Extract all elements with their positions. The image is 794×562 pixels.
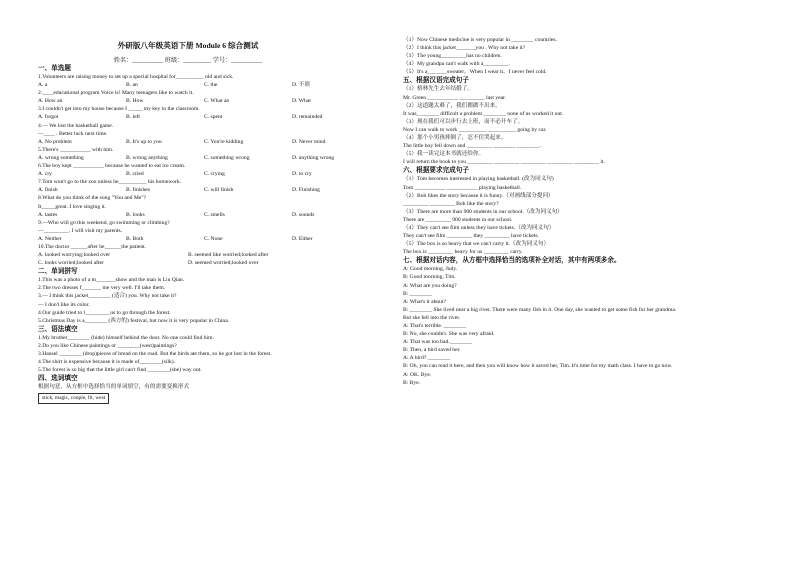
answer-option: C. None (204, 235, 223, 242)
text-line: There are _________ 900 students in our school. (403, 216, 513, 223)
text-line: B: No, she couldn't. She was very afraid. (403, 331, 495, 338)
text-line: （3）现在我们可以步行去上班，而不必开车了。 (403, 118, 524, 125)
text-line: A: OK. Bye. (403, 371, 432, 378)
student-info-line: 姓名：__________ 班级：_________ 学号：__________ (113, 57, 263, 64)
answer-option: C. You're kidding (204, 138, 244, 145)
answer-options (38, 259, 378, 267)
text-line: B: Then, a bird saved her. (403, 347, 461, 354)
text-line: （4）那个小男孩摔倒了，忍不住哭起来。 (403, 135, 507, 142)
answer-option: D. 不填 (292, 82, 311, 89)
text-line: B: Oh, you can read it here, and then you will know how it saved her, Tim. It's time for my math class. I have to go now. (403, 363, 673, 370)
text-line: （1）Tom becomes interested in playing basketball. (改为同义句) (403, 176, 554, 183)
text-line: It_____great. I love singing it. (38, 203, 107, 210)
text-line: （2）这道题太难了，我们都做不出来。 (403, 102, 501, 109)
text-line: 4.Our guide tried to l_________us to go through the forest. (38, 309, 171, 316)
answer-option: D. to cry (292, 171, 312, 178)
answer-option: D. Never mind (292, 138, 326, 145)
text-line: 2.The two dresses f_______ me very well. I'll take them. (38, 285, 166, 292)
text-line: A: What's it about? (403, 298, 447, 305)
answer-option: B. left (126, 114, 140, 121)
text-line: 7.Tom won't go to the zoo unless he__________ his homework. (38, 179, 182, 186)
section-heading: 四、选词填空 (38, 374, 78, 383)
answer-option: A. cry (38, 171, 52, 178)
answer-options (38, 211, 378, 219)
text-line: The little boy fell down and _________ ________ ________. (403, 143, 541, 150)
answer-option: A. forgot (38, 114, 59, 121)
text-line: 5.Christmas Day is a________ (西方的) festival, but now it is very popular in China. (38, 317, 230, 324)
answer-option: A. Neither (38, 235, 62, 242)
text-line: B: Bye. (403, 379, 421, 386)
answer-option: C. crying (204, 171, 225, 178)
text-line: But she fell into the river. (403, 314, 461, 321)
answer-option: B. How (126, 98, 144, 105)
answer-options (38, 113, 378, 121)
text-line: 5.There's ___________ with him. (38, 146, 114, 153)
text-line: （3）The young_________has no children. (403, 53, 502, 60)
text-line: （4）They can't see film unless they have tickets.（改为同义句） (403, 224, 555, 231)
answer-options (38, 186, 378, 194)
answer-option: D. seemed worried;looked over (188, 260, 259, 267)
answer-option: A. a (38, 82, 48, 89)
text-line: （2）Bob likes the story because it is funny.（对画线部分提问） (403, 192, 554, 199)
text-line: 6.The boy kept ___________ because he wanted to eat ice cream. (38, 163, 186, 170)
text-line: B: ________ (403, 290, 433, 297)
answer-option: C. What an (204, 98, 230, 105)
text-line: B: Good morning, Tim. (403, 274, 456, 281)
answer-option: B. cried (126, 171, 144, 178)
section-heading: 三、语法填空 (38, 324, 78, 333)
answer-option: A. finish (38, 187, 58, 194)
section-heading: 五、根据汉语完成句子 (403, 76, 469, 85)
text-line: 2.Do you like Chinese paintings or ________(west)paintings? (38, 342, 177, 349)
answer-option: C. looks worried;looked after (38, 260, 104, 267)
text-line: 1.Volunteers are raising money to set up a special hospital for__________ old and sick. (38, 74, 234, 80)
answer-option: A. wrong something (38, 154, 84, 161)
answer-options (38, 251, 378, 259)
answer-option: D. remainded (292, 114, 323, 121)
section-heading: 二、单词拼写 (38, 267, 78, 276)
answer-options (38, 235, 378, 243)
text-line: _________ _________ Bob like the story? (403, 200, 499, 207)
answer-option: D. What (292, 98, 311, 105)
text-line: B: ________ She lived near a big river. There were many fish in it. One day, she wanted to get some fish for her grandma. (403, 306, 677, 313)
text-line: （5）The box is so heavy that we can't carry it.（改为同义句） (403, 241, 550, 248)
text-line: A: Good morning, Judy. (403, 266, 458, 273)
answer-option: B. It's up to you (126, 138, 162, 145)
answer-options (38, 97, 378, 105)
text-line: 3.Hansel ________ (drop)pieces of bread on the road. But the birds ate them, so he got lost in the forest. (38, 351, 272, 357)
word-box: stick, magic, couple, fit, west (38, 393, 109, 404)
answer-options (38, 81, 378, 89)
text-line: A: That's terrible. ________ (403, 323, 467, 329)
text-line: 2.____educational program Voice is! Many teenagers like to watch it. (38, 90, 194, 97)
text-line: A: A bird? ________ (403, 355, 451, 362)
text-line: （3）There are more than 900 students in our school.（改为同义句） (403, 208, 563, 215)
answer-option: C. smells (204, 211, 225, 218)
text-line: （1）格林先生去年结婚了。 (403, 86, 473, 93)
answer-option: B. wrong anything (126, 154, 168, 161)
text-line: —_________. I will visit my parents. (38, 227, 123, 234)
answer-option: C. will finish (204, 187, 234, 194)
text-line: （4）My grandpa can't walk with a_________. (403, 61, 510, 68)
answer-option: D. Either (292, 235, 313, 242)
answer-option: B. looks (126, 211, 145, 218)
text-line: 8.What do you think of the song "You and Me"? (38, 195, 147, 202)
text-line: 3.I couldn't get into my house because I _____ my key in the classroom. (38, 106, 200, 113)
text-line: 1.This was a photo of a m_______show and the man is Liu Qian. (38, 277, 185, 284)
answer-option: A. tastes (38, 211, 58, 218)
answer-options (38, 154, 378, 162)
answer-option: A. looked worrying;looked over (38, 252, 111, 259)
text-line: Tom ___________ ___________ playing basketball. (403, 184, 522, 191)
text-line: 4.The shirt is expensive because it is made of________(silk). (38, 359, 176, 366)
text-line: （5）It's a_______sweater。When I wear it，I never feel cold. (403, 69, 547, 76)
text-line: —____ . Better luck next time. (38, 130, 108, 137)
answer-option: A. How an (38, 98, 63, 105)
answer-options (38, 138, 378, 146)
text-line: 4.— We lost the basketball game. (38, 122, 114, 129)
text-line: I will return the book to you _________ _________ _________ _________ _________ it. (403, 159, 605, 166)
text-line: Mr. Green ___________ _________ last year. (403, 94, 507, 101)
answer-option: C. something wrong (204, 154, 250, 161)
text-line: — I don't like its color. (38, 301, 90, 308)
text-line: A: What are you doing? (403, 282, 457, 289)
answer-option: C. spent (204, 114, 223, 121)
answer-option: D. sounds (292, 211, 315, 218)
answer-option: A. No problem (38, 138, 72, 145)
text-line: It was________ difficult a problem ________ none of us worked it out. (403, 110, 564, 117)
text-line: （2）I think this jacket_______you . Why not take it? (403, 45, 526, 52)
text-line: Now I can walk to work __________ __________ going by car. (403, 126, 547, 133)
text-line: 10.The doctor ______after he______the patient. (38, 243, 147, 250)
text-line: 3.— I think this jacket________ (适合) you. Why not take it? (38, 293, 177, 300)
answer-option: B. seemed like worried;looked after (188, 252, 269, 259)
answer-option: B. an (126, 82, 138, 89)
answer-option: B. finishes (126, 187, 150, 194)
answer-option: B. Both (126, 235, 144, 242)
text-line: The box is _________ heavy for us _________ carry. (403, 249, 523, 256)
section-heading: 六、根据要求完成句子 (403, 166, 469, 175)
text-line: （5）我一读完这本书就还给你。 (403, 151, 485, 158)
answer-option: D. anything wrong (292, 154, 335, 161)
section-heading: 一、单选题 (38, 64, 71, 72)
text-line: 1.My brother________ (hide) himself behind the door. No one could find him. (38, 334, 214, 341)
text-line: They can't see film _________ they _________ have tickets. (403, 233, 540, 240)
left-column (38, 64, 378, 402)
text-line: A: That was too bad.________ (403, 339, 473, 346)
answer-options (38, 170, 378, 178)
answer-option: D. Finishing (292, 187, 320, 194)
text-line: 5.The forest is so big that the little girl can't find ________(she) way out. (38, 367, 202, 374)
text-line: 根据句意，从方框中选择恰当的单词填空，有的需要变换形式 (38, 384, 190, 391)
text-line: （1）Now Chinese medicine is very popular in ________ countries. (403, 37, 557, 43)
right-column (403, 36, 763, 387)
document-title: 外研版八年级英语下册 Module 6 综合测试 (117, 41, 259, 50)
word-box-row (38, 391, 378, 402)
answer-option: C. the (204, 82, 218, 89)
text-line: 9.—Who will go this weekend, go swimming or climbing? (38, 219, 170, 226)
section-heading: 七、根据对话内容，从方框中选择恰当的选项补全对话，其中有两项多余。 (403, 256, 621, 265)
